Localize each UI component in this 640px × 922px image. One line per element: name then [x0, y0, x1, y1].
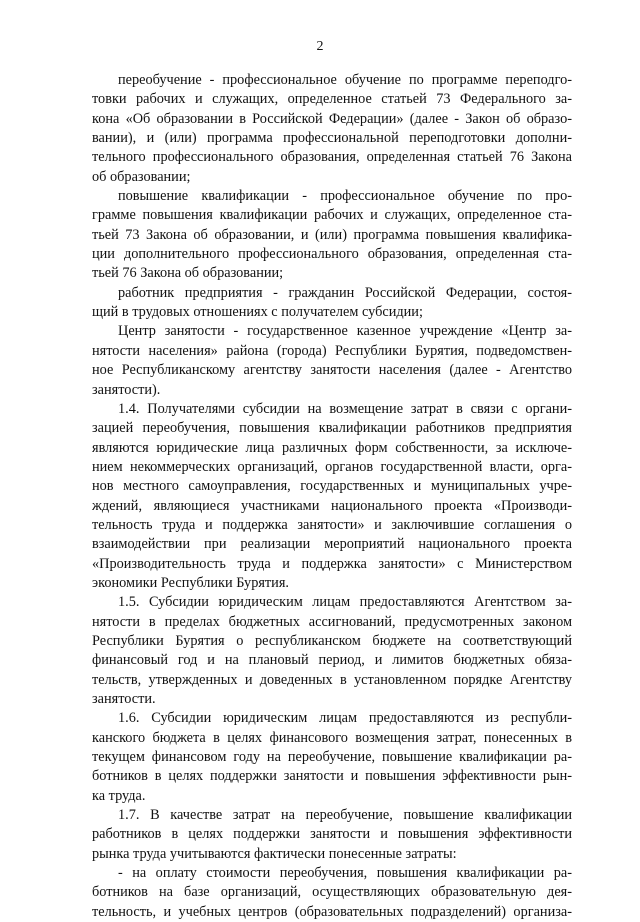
- document-body: [92, 71, 572, 922]
- paragraph-line: - на оплату стоимости переобучения, повышения квалификации ра-: [118, 865, 572, 882]
- paragraph-line: ка труда.: [92, 787, 146, 804]
- paragraph-line: 1.5. Субсидии юридическим лицам предоставляются Агентством за-: [118, 594, 572, 611]
- paragraph-line: работников в целях поддержки занятости и повышения эффективности: [92, 826, 572, 843]
- paragraph: [92, 400, 572, 593]
- paragraph-line: занятости).: [92, 381, 161, 398]
- paragraph-line: рынка труда учитываются фактически понесенные затраты:: [92, 845, 457, 862]
- paragraph-line: 1.7. В качестве затрат на переобучение, повышение квалификации: [118, 807, 572, 824]
- paragraph-line: ждений, являющиеся участниками национального проекта «Производи-: [92, 497, 572, 514]
- paragraph-line: нием некоммерческих организаций, органов государственной власти, орга-: [92, 458, 572, 475]
- paragraph-line: об образовании;: [92, 168, 191, 185]
- paragraph: [92, 187, 572, 284]
- paragraph: [92, 709, 572, 806]
- paragraph-line: кона «Об образовании в Российской Федерации» (далее - Закон об образо-: [92, 110, 572, 127]
- paragraph-line: занятости.: [92, 691, 156, 707]
- paragraph-line: экономики Республики Бурятия.: [92, 574, 289, 591]
- paragraph-line: нов местного самоуправления, государственных и муниципальных учре-: [92, 478, 572, 495]
- paragraph: [92, 284, 572, 323]
- paragraph-line: ботников на базе организаций, осуществляющих образовательную дея-: [92, 884, 572, 901]
- paragraph-line: нятости населения» района (города) Республики Бурятия, подведомствен-: [92, 342, 572, 359]
- paragraph-line: тьей 73 Закона об образовании, и (или) программа повышения квалифика-: [92, 226, 572, 243]
- paragraph-line: тельного профессионального образования, определенная статьей 76 Закона: [92, 149, 572, 166]
- paragraph: [92, 71, 572, 187]
- paragraph-line: 1.6. Субсидии юридическим лицам предоставляются из республи-: [118, 710, 572, 727]
- paragraph-line: ботников в целях поддержки занятости и повышения эффективности рын-: [92, 768, 572, 785]
- paragraph-line: тьей 76 Закона об образовании;: [92, 265, 284, 282]
- paragraph-line: являются юридические лица различных форм собственности, за исключе-: [92, 439, 572, 456]
- paragraph-line: тельств, утвержденных и доведенных в установленном порядке Агентству: [92, 671, 572, 688]
- paragraph-line: тельность труда и поддержка занятости» и заключившие соглашения о: [92, 516, 572, 533]
- paragraph: [92, 593, 572, 709]
- paragraph-line: переобучение - профессиональное обучение по программе переподго-: [118, 72, 572, 88]
- paragraph-line: взаимодействии при реализации мероприятий национального проекта: [92, 536, 572, 553]
- paragraph-line: финансовый год и на плановый период, и лимитов бюджетных обяза-: [92, 652, 572, 669]
- paragraph-line: тельность, и учебных центров (образовательных подразделений) организа-: [92, 903, 572, 920]
- paragraph-line: зацией переобучения, повышения квалификации работников предприятия: [92, 420, 572, 437]
- paragraph-line: 1.4. Получателями субсидии на возмещение затрат в связи с органи-: [118, 400, 572, 417]
- paragraph-line: Республики Бурятия о республиканском бюджете на соответствующий: [92, 632, 572, 649]
- paragraph-line: нятости в пределах бюджетных ассигнований, предусмотренных законом: [92, 613, 572, 630]
- paragraph-line: щий в трудовых отношениях с получателем субсидии;: [92, 304, 423, 321]
- paragraph-line: канского бюджета в целях финансового возмещения затрат, понесенных в: [92, 729, 572, 746]
- paragraph-line: вании), и (или) программа профессиональной переподготовки дополни-: [92, 130, 572, 147]
- paragraph-line: текущем финансовом году на переобучение, повышение квалификации ра-: [92, 749, 572, 766]
- paragraph-line: ное Республиканскому агентству занятости населения (далее - Агентство: [92, 362, 572, 379]
- paragraph: [92, 806, 572, 864]
- paragraph-line: товки рабочих и служащих, определенное статьей 73 Федерального за-: [92, 91, 572, 108]
- paragraph: [92, 322, 572, 399]
- paragraph: [92, 864, 572, 922]
- paragraph-line: «Производительность труда и поддержка занятости» с Министерством: [92, 555, 572, 572]
- paragraph-line: работник предприятия - гражданин Российской Федерации, состоя-: [118, 284, 572, 301]
- paragraph-line: повышение квалификации - профессиональное обучение по про-: [118, 188, 572, 205]
- paragraph-line: грамме повышения квалификации рабочих и служащих, определенное ста-: [92, 207, 572, 224]
- paragraph-line: Центр занятости - государственное казенное учреждение «Центр за-: [118, 323, 572, 340]
- paragraph-line: ции дополнительного профессионального образования, определенная ста-: [92, 246, 572, 263]
- page-number: 2: [316, 39, 324, 54]
